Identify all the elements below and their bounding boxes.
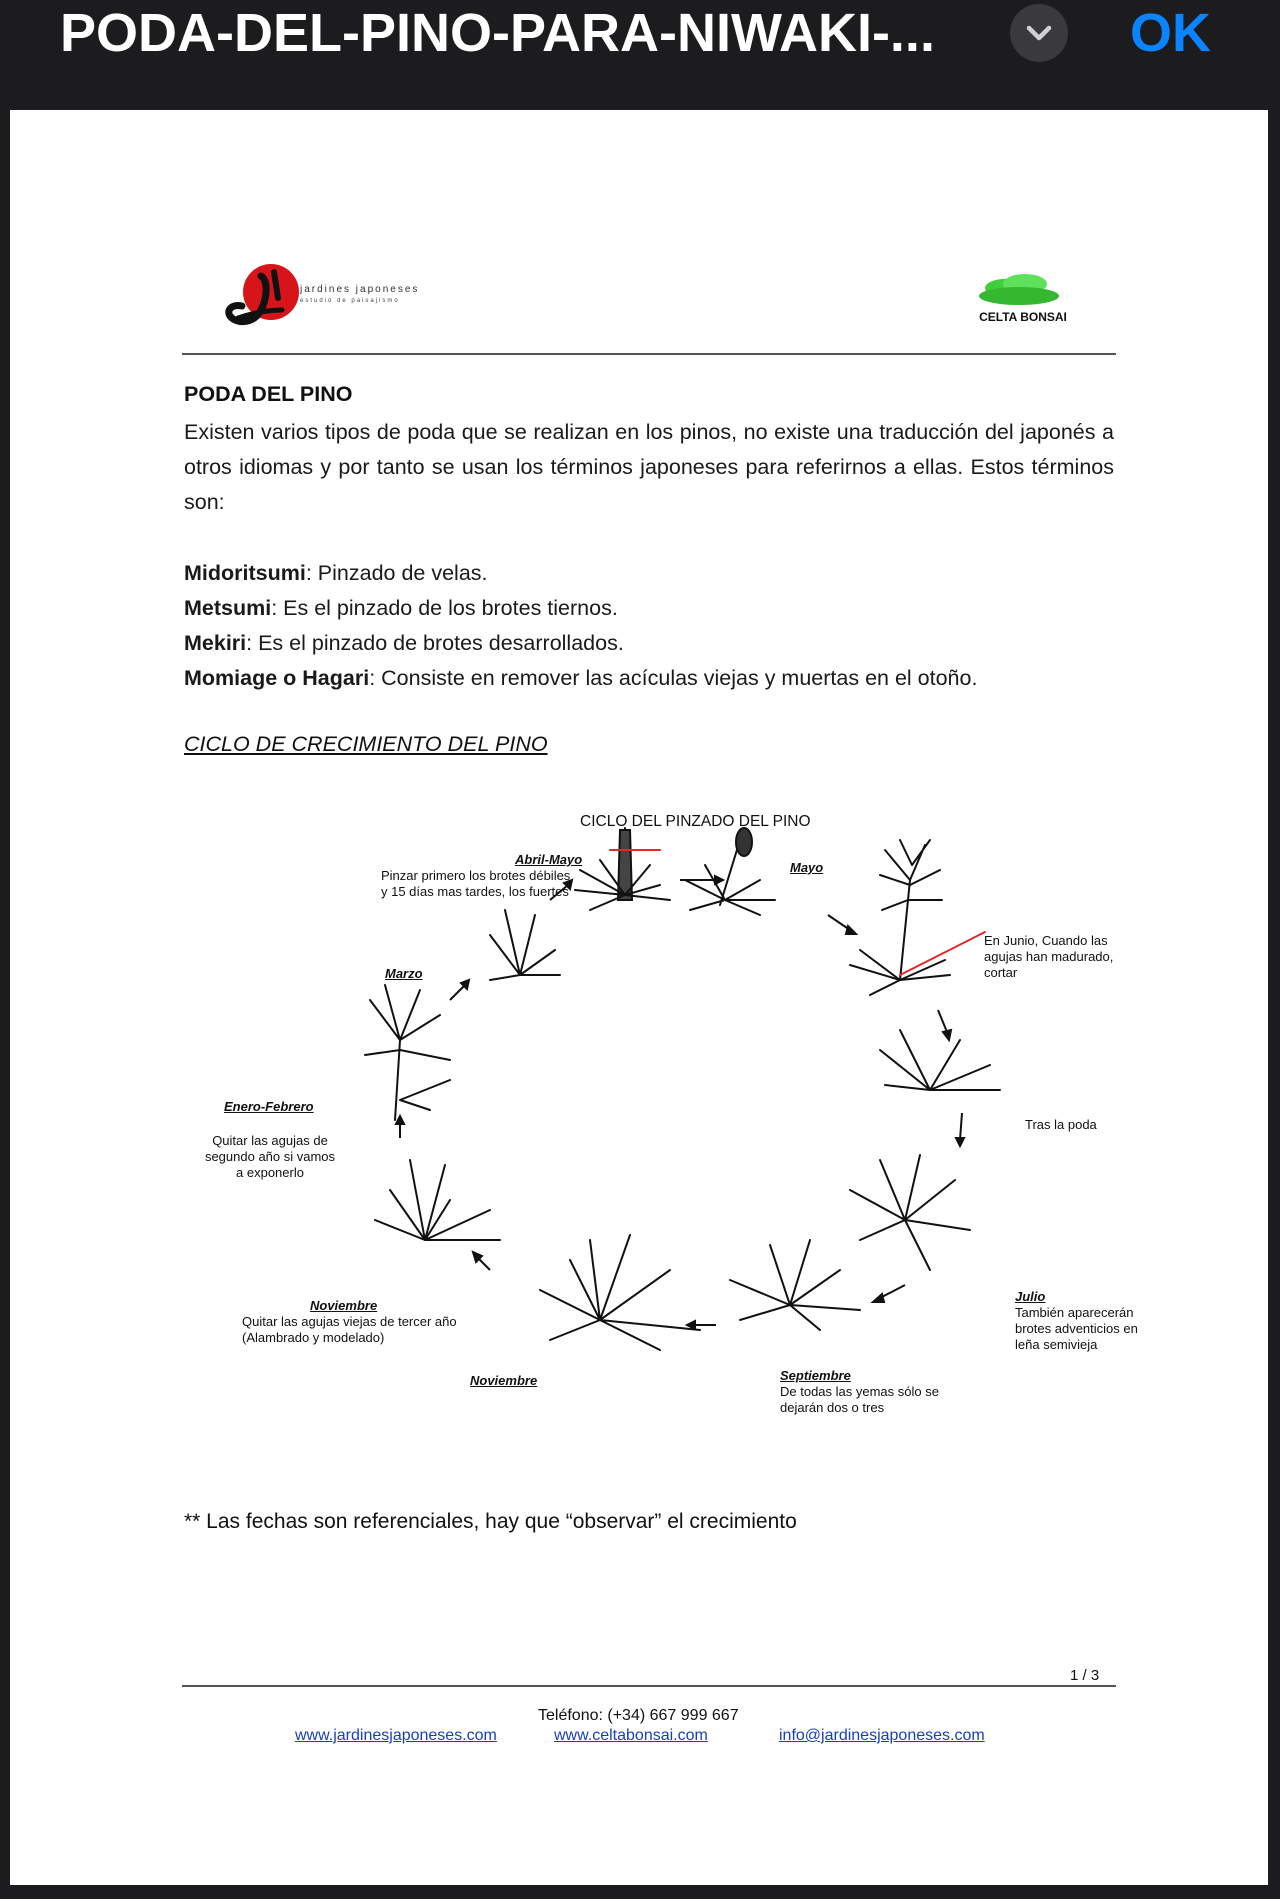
label-enero-febrero: Enero-Febrero	[224, 1099, 314, 1114]
footer-link-celtabonsai[interactable]: www.celtabonsai.com	[554, 1727, 708, 1744]
label-noviembre-left: Noviembre	[310, 1298, 378, 1313]
pine-julio-icon	[850, 1155, 970, 1270]
julio-text-3: leña semivieja	[1015, 1337, 1098, 1352]
arrow-icon	[828, 915, 856, 934]
abril-mayo-text-1: Pinzar primero los brotes débiles	[381, 868, 571, 883]
note-text: ** Las fechas son referenciales, hay que “observar” el crecimiento	[184, 1510, 797, 1533]
intro-paragraph: Existen varios tipos de poda que se realizan en los pinos, no existe una traducción del japonés a otros idiomas y por tanto se usan los términos japoneses para referirnos a ellas. Estos términos son:	[184, 420, 1114, 514]
label-noviembre-bottom: Noviembre	[470, 1373, 538, 1388]
pine-septiembre-icon	[730, 1240, 860, 1330]
septiembre-text-1: De todas las yemas sólo se	[780, 1384, 939, 1399]
page-number: 1 / 3	[1070, 1667, 1100, 1684]
celta-bonsai-text: CELTA BONSAI	[979, 310, 1067, 324]
junio-text-3: cortar	[984, 965, 1018, 980]
celta-bonsai-logo	[975, 272, 1065, 308]
title-menu-button[interactable]	[1010, 4, 1068, 62]
diagram-title: CICLO DEL PINZADO DEL PINO	[580, 813, 811, 830]
arrow-icon	[956, 1113, 964, 1146]
cycle-section-title: CICLO DE CRECIMIENTO DEL PINO	[184, 732, 548, 756]
noviembre-left-text-1: Quitar las agujas viejas de tercer año	[242, 1314, 457, 1329]
arrow-icon	[873, 1285, 905, 1302]
arrow-icon	[396, 1116, 404, 1138]
label-marzo: Marzo	[385, 966, 423, 981]
viewer-top-bar	[0, 0, 1280, 110]
term-momiage: Momiage o Hagari: Consiste en remover las acículas viejas y muertas en el otoño.	[184, 666, 978, 690]
jardines-logo	[216, 258, 306, 338]
label-septiembre: Septiembre	[780, 1368, 851, 1383]
junio-text-1: En Junio, Cuando las	[984, 933, 1108, 948]
abril-mayo-text-2: y 15 días mas tardes, los fuertes	[381, 884, 569, 899]
section-heading: PODA DEL PINO	[184, 382, 353, 406]
term-metsumi: Metsumi: Es el pinzado de los brotes tiernos.	[184, 596, 618, 620]
tras-la-poda-text: Tras la poda	[1025, 1117, 1097, 1132]
arrow-icon	[938, 1010, 951, 1040]
pine-mayo-icon	[685, 828, 775, 915]
pine-enero-febrero-icon	[365, 985, 450, 1120]
term-mekiri: Mekiri: Es el pinzado de brotes desarrollados.	[184, 631, 624, 655]
term-midoritsumi: Midoritsumi: Pinzado de velas.	[184, 561, 488, 585]
noviembre-left-text-2: (Alambrado y modelado)	[242, 1330, 385, 1345]
enero-text-2: segundo año si vamos	[204, 1149, 336, 1164]
pine-noviembre-left-icon	[375, 1160, 500, 1240]
header-divider	[182, 353, 1116, 355]
pine-cycle-diagram	[160, 800, 1160, 1560]
document-page	[10, 110, 1268, 1885]
arrow-icon	[450, 980, 469, 1000]
enero-text-1: Quitar las agujas de	[212, 1133, 328, 1148]
junio-text-2: agujas han madurado,	[984, 949, 1114, 964]
ok-button[interactable]: OK	[1130, 3, 1211, 63]
julio-text-2: brotes adventicios en	[1015, 1321, 1138, 1336]
label-mayo: Mayo	[790, 860, 824, 875]
arrow-icon	[473, 1252, 490, 1270]
chevron-down-icon	[1010, 4, 1068, 62]
pine-marzo-icon	[490, 910, 560, 980]
footer-phone: Teléfono: (+34) 667 999 667	[538, 1707, 739, 1724]
label-julio: Julio	[1015, 1289, 1046, 1304]
pine-noviembre-bottom-icon	[540, 1235, 700, 1350]
jardines-logo-text: jardines japoneses	[300, 284, 420, 295]
arrow-icon	[687, 1321, 716, 1329]
footer-link-email[interactable]: info@jardinesjaponeses.com	[779, 1727, 985, 1744]
jardines-logo-subtext: estudio de paisajismo	[300, 298, 400, 304]
arrow-icon	[680, 876, 723, 884]
enero-text-3: a exponerlo	[236, 1165, 304, 1180]
label-abril-mayo: Abril-Mayo	[515, 852, 583, 867]
bonsai-cloud-icon	[975, 272, 1065, 308]
pine-tras-la-poda-icon	[880, 1030, 1000, 1090]
footer-link-jardines[interactable]: www.jardinesjaponeses.com	[295, 1727, 497, 1744]
jardines-logo-mark-icon	[216, 258, 306, 338]
footer-divider	[182, 1685, 1116, 1687]
septiembre-text-2: dejarán dos o tres	[780, 1400, 885, 1415]
pine-junio-icon	[850, 840, 950, 995]
julio-text-1: También aparecerán	[1015, 1305, 1134, 1320]
pine-abril-mayo-icon	[575, 828, 670, 910]
document-title: PODA-DEL-PINO-PARA-NIWAKI-...	[60, 3, 935, 63]
